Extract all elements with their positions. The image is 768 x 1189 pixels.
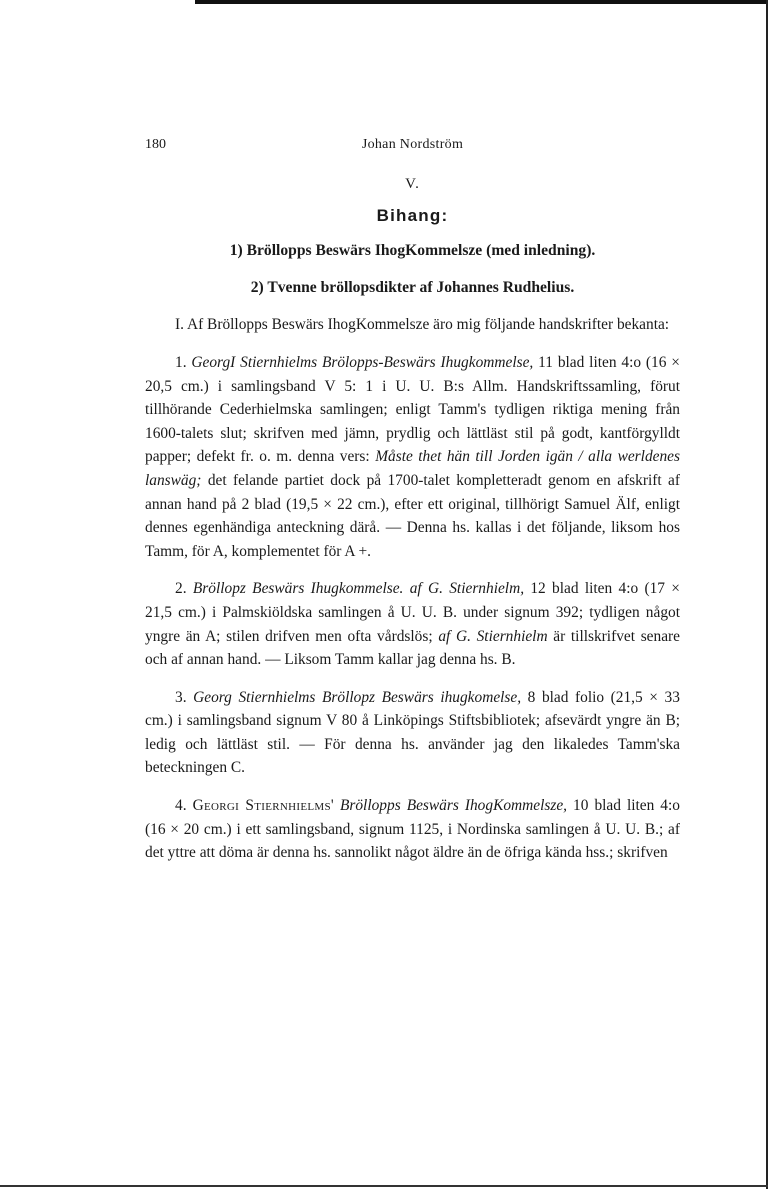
entry-2 bbox=[145, 577, 680, 671]
entry-description-cont: det felande partiet dock på 1700-talet kompletteradt genom en afskrift af annan hand på 2 blad (19,5 × 22 cm.), efter ett original, tillhörigt Samuel Älf, enligt dennes egenhändiga anteckning därå. — Denna hs. kallas i det följande, liksom hos Tamm, för A, komplementet för A +. bbox=[145, 471, 680, 560]
appendix-heading: Bihang: bbox=[376, 205, 449, 225]
entry-3 bbox=[145, 686, 680, 780]
section-numeral: V. bbox=[405, 176, 420, 192]
entry-4 bbox=[145, 794, 680, 865]
entry-number: 4. bbox=[175, 797, 187, 815]
entry-author: Georgi Stiernhielms' bbox=[192, 797, 334, 815]
entry-title: Bröllopps Beswärs IhogKommelsze, bbox=[339, 797, 568, 815]
entry-description: 12 blad liten 4:o (17 × 21,5 cm.) i Palmskiöldska samlingen å U. U. B. under signum 392; tydligen något yngre än A; stilen drifven men ofta vårdslös; bbox=[145, 580, 680, 645]
contents-item-2: 2) Tvenne bröllopsdikter af Johannes Rudhelius. bbox=[250, 278, 575, 296]
entry-1 bbox=[145, 351, 680, 563]
entry-number: 1. bbox=[175, 353, 187, 371]
scan-edge-bottom bbox=[0, 1185, 768, 1187]
entry-quote: Måste thet hän till Jorden igän / alla werldenes lanswäg; bbox=[145, 448, 680, 489]
intro-paragraph: I. Af Bröllopps Beswärs IhogKommelsze äro mig följande handskrifter bekanta: bbox=[175, 316, 670, 334]
entry-title: GeorgI Stiernhielms Brölopps-Beswärs Ihugkommelse, bbox=[191, 353, 534, 371]
running-title: Johan Nordström bbox=[361, 137, 464, 152]
book-page bbox=[145, 133, 680, 865]
entry-title: Georg Stiernhielms Bröllopz Beswärs ihugkomelse, bbox=[193, 688, 522, 706]
entry-number: 2. bbox=[175, 580, 187, 598]
page-number: 180 bbox=[145, 137, 166, 152]
entry-description: 11 blad liten 4:o (16 × 20,5 cm.) i samlingsband V 5: 1 i U. U. B:s Allm. Handskriftssamling, förut tillhörande Cederhielmska samlingen; enligt Tamm's tydligen riktiga mening från 1600-talets slut; skrifven med jämn, prydlig och lättläst stil på godt, kantförgylldt papper; defekt fr. o. m. denna vers: bbox=[145, 353, 680, 466]
entry-title: Bröllopz Beswärs Ihugkommelse. af G. Stiernhielm, bbox=[192, 580, 525, 598]
entry-quote: af G. Stiernhielm bbox=[438, 627, 548, 645]
scan-edge-top bbox=[195, 0, 768, 4]
running-head bbox=[145, 133, 680, 155]
contents-item-1: 1) Bröllopps Beswärs IhogKommelsze (med inledning). bbox=[229, 242, 596, 260]
entry-number: 3. bbox=[175, 688, 187, 706]
entry-description: 8 blad folio (21,5 × 33 cm.) i samlingsband signum V 80 å Linköpings Stiftsbibliotek; afsevärdt yngre än B; ledig och lättläst stil. — För denna hs. använder jag den likaledes Tamm'ska beteckningen C. bbox=[145, 688, 680, 777]
entry-description-cont: är tillskrifvet senare och af annan hand. — Liksom Tamm kallar jag denna hs. B. bbox=[145, 627, 680, 669]
entry-description: 10 blad liten 4:o (16 × 20 cm.) i ett samlingsband, signum 1125, i Nordinska samlingen å U. U. B.; af det yttre att döma är denna hs. sannolikt något äldre än de öfriga kända hss.; skrifven bbox=[145, 797, 680, 862]
